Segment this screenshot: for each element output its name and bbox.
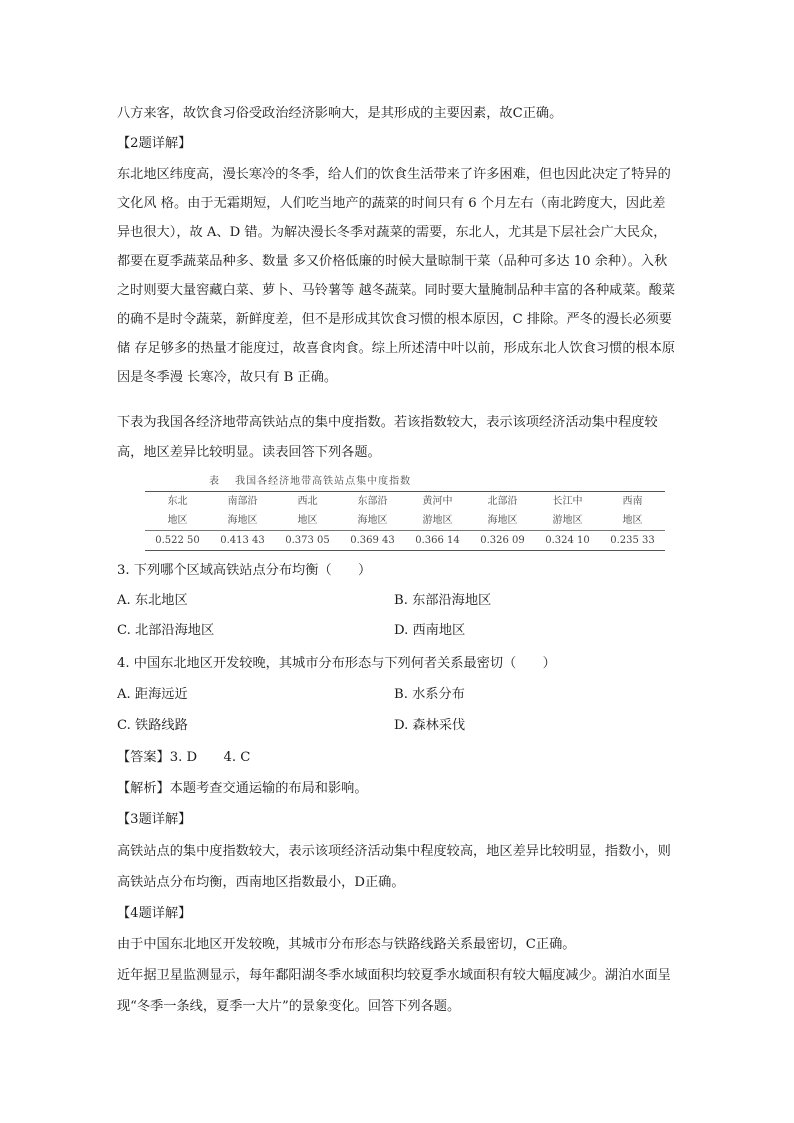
table-cell: 东北 (167, 496, 188, 507)
option-4c: C. 铁路线路 (117, 718, 188, 733)
table-cell: 北部沿 (487, 496, 518, 507)
table-cell: 游地区 (422, 515, 453, 526)
paragraph-2: 东北地区纬度高，漫长寒冷的冬季，给人们的饮食生活带来了许多困难，但也因此决定了特异的文化风 格。由于无霜期短，人们吃当地产的蔬菜的时间只有 6 个月左右（南北跨度大，因此差异也很大），故 A、D 错。为解决漫长冬季对蔬菜的需要，东北人，尤其是下层社会广大民众，都要在夏季蔬菜品种多、数量 多又价格低廉的时候大量晾制干菜（品种可多达 10 余种）。入秋之时则要大量窖藏白菜、萝卜、马铃薯等 越冬蔬菜。同时要大量腌制品种丰富的各种咸菜。酸菜的确不是时令蔬菜，新鲜度差，但不是形成其饮食习惯的根本原因，C 排除。严冬的漫长必须要储 存足够多的热量才能度过，故喜食肉食。综上所述清中叶以前，形成东北人饮食习惯的根本原因是冬季漫 长寒冷，故只有 B 正确。 (117, 167, 676, 385)
table-cell: 南部沿 (227, 496, 258, 507)
table-cell: 0.413 43 (220, 535, 265, 546)
option-4b: B. 水系分布 (394, 687, 465, 702)
table-cell: 0.326 09 (480, 535, 525, 546)
table-title: 表 我国各经济地带高铁站点集中度指数 (209, 476, 412, 487)
table-header-row-1 (145, 492, 665, 511)
table-cell: 西南 (622, 496, 643, 507)
table-cell: 0.522 50 (155, 535, 200, 546)
table-cell: 0.324 10 (545, 535, 590, 546)
table-cell: 0.369 43 (350, 535, 395, 546)
table-cell: 海地区 (487, 515, 518, 526)
analysis-line: 【解析】本题考查交通运输的布局和影响。 (117, 781, 368, 796)
table-cell: 东部沿 (357, 496, 388, 507)
paragraph-5: 近年据卫星监测显示，每年鄱阳湖冬季水域面积均较夏季水域面积有较大幅度减少。湖泊水面呈现“冬季一条线，夏季一大片”的景象变化。回答下列各题。 (117, 968, 671, 1014)
question-3 (117, 556, 677, 646)
table-cell: 海地区 (227, 515, 258, 526)
paragraph-q4-detail: 由于中国东北地区开发较晚，其城市分布形态与铁路线路关系最密切，C正确。 (117, 937, 576, 952)
question-3-options-row-1 (117, 586, 677, 616)
option-3d: D. 西南地区 (394, 623, 466, 638)
table-grid (145, 491, 665, 551)
option-3a: A. 东北地区 (117, 593, 188, 608)
question-4-options-row-1 (117, 679, 677, 710)
table-cell: 地区 (297, 515, 318, 526)
option-4d: D. 森林采伐 (394, 718, 466, 733)
heading-q2-detail: 【2题详解】 (117, 136, 192, 151)
table-cell: 0.373 05 (285, 535, 330, 546)
paragraph-3: 下表为我国各经济地带高铁站点的集中度指数。若该指数较大，表示该项经济活动集中程度较高，地区差异比较明显。读表回答下列各题。 (117, 415, 658, 460)
option-4a: A. 距海远近 (117, 687, 188, 702)
question-4 (117, 648, 677, 741)
table-cell: 游地区 (552, 515, 583, 526)
answer-line: 【答案】3. D 4. C (117, 750, 251, 765)
table-cell: 西北 (297, 496, 318, 507)
paragraph-1: 八方来客，故饮食习俗受政治经济影响大，是其形成的主要因素，故C正确。 (117, 106, 563, 121)
table-values-row (145, 530, 665, 550)
question-3-stem: 3. 下列哪个区域高铁站点分布均衡（ ） (117, 563, 372, 578)
table-cell: 海地区 (357, 515, 388, 526)
heading-q4-detail: 【4题详解】 (117, 906, 192, 921)
table-cell: 地区 (622, 515, 643, 526)
table-header-row-2 (145, 511, 665, 530)
table-cell: 地区 (167, 515, 188, 526)
paragraph-q3-detail: 高铁站点的集中度指数较大，表示该项经济活动集中程度较高，地区差异比较明显，指数小，则高铁站点分布均衡，西南地区指数最小，D正确。 (117, 844, 671, 890)
table-cell: 0.366 14 (415, 535, 460, 546)
heading-q3-detail: 【3题详解】 (117, 812, 192, 827)
question-4-options-row-2 (117, 710, 677, 741)
option-3c: C. 北部沿海地区 (117, 623, 215, 638)
option-3b: B. 东部沿海地区 (394, 593, 492, 608)
table-cell: 0.235 33 (610, 535, 655, 546)
question-4-stem: 4. 中国东北地区开发较晚，其城市分布形态与下列何者关系最密切（ ） (117, 656, 556, 671)
question-3-options-row-2 (117, 616, 677, 646)
concentration-table (145, 472, 665, 551)
table-cell: 黄河中 (422, 496, 453, 507)
table-cell: 长江中 (552, 496, 583, 507)
